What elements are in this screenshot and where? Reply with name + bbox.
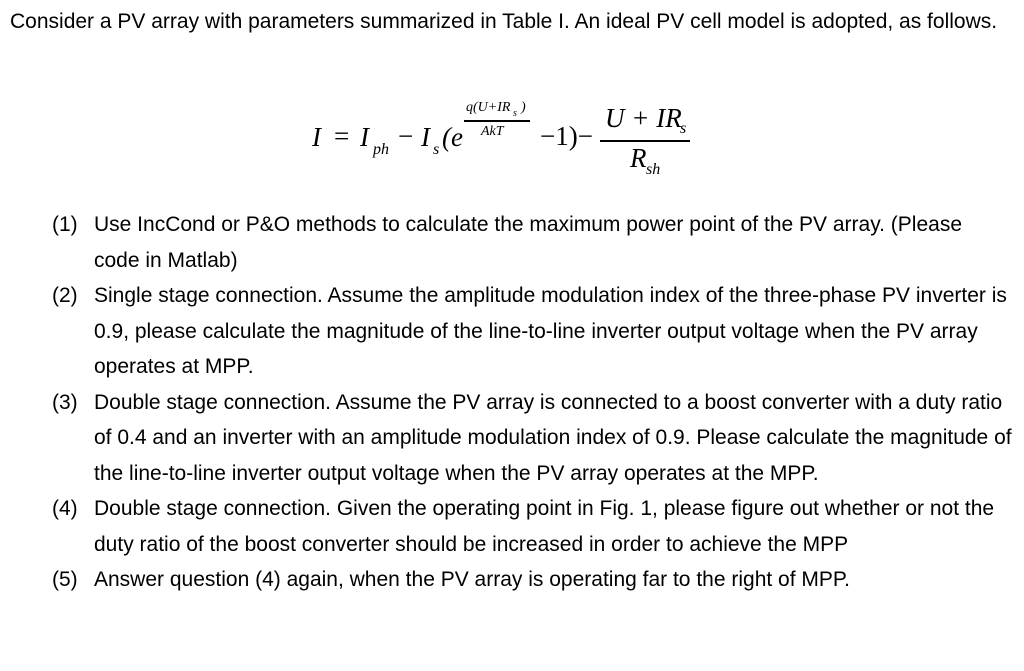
- question-item: [52, 278, 1012, 385]
- question-text: Use IncCond or P&O methods to calculate the maximum power point of the PV array. (Please code in Matlab): [94, 213, 963, 272]
- question-number: (5): [52, 568, 78, 591]
- question-list: [52, 207, 1012, 598]
- question-number: (4): [52, 497, 78, 520]
- eq-saturation-current: I: [421, 122, 430, 152]
- eq-exponent-numerator-close: ): [521, 100, 526, 115]
- eq-fraction-numerator-subscript: s: [680, 120, 687, 137]
- question-text: Single stage connection. Assume the amplitude modulation index of the three-phase PV inverter is 0.9, please calculate the magnitude of the line-to-line inverter output voltage when the PV array operates at MPP.: [94, 284, 1007, 378]
- eq-equals: =: [334, 121, 350, 151]
- question-text: Double stage connection. Assume the PV array is connected to a boost converter with a duty ratio of 0.4 and an inverter with an amplitude modulation index of 0.9. Please calculate the magnitude of the line-to-line inverter output voltage when the PV array operates at the MPP.: [94, 390, 1012, 485]
- question-item: [52, 385, 1012, 492]
- eq-fraction-bar: [600, 140, 690, 142]
- eq-exponent-numerator-subscript: s: [513, 108, 517, 119]
- question-number: (3): [52, 390, 78, 414]
- eq-minus-one-close: −1)−: [540, 121, 593, 151]
- eq-shunt-resistance-subscript: sh: [646, 161, 661, 178]
- eq-shunt-resistance: R: [630, 143, 647, 173]
- question-text: Double stage connection. Given the operating point in Fig. 1, please figure out whether or not the duty ratio of the boost converter should be increased in order to achieve the MPP: [94, 497, 995, 556]
- eq-exponent-fraction-bar: [464, 120, 530, 122]
- eq-lhs-current: I: [312, 122, 321, 152]
- eq-exponential-base: (e: [442, 122, 463, 152]
- eq-fraction-numerator: U + IR: [605, 103, 682, 133]
- eq-photo-current-subscript: ph: [373, 141, 389, 158]
- eq-saturation-current-subscript: s: [433, 141, 440, 158]
- eq-photo-current: I: [360, 122, 369, 152]
- eq-minus: −: [398, 121, 414, 151]
- question-item: [52, 207, 1012, 278]
- eq-exponent-denominator: AkT: [481, 124, 504, 139]
- intro-paragraph: Consider a PV array with parameters summarized in Table I. An ideal PV cell model is adopted, as follows.: [10, 10, 998, 33]
- question-number: (1): [52, 213, 78, 236]
- question-item: [52, 562, 1012, 598]
- question-number: (2): [52, 284, 78, 307]
- question-text: Answer question (4) again, when the PV array is operating far to the right of MPP.: [94, 568, 851, 591]
- eq-exponent-numerator: q(U+IR: [466, 100, 511, 115]
- pv-cell-equation: [0, 0, 1024, 200]
- question-item: [52, 491, 1012, 562]
